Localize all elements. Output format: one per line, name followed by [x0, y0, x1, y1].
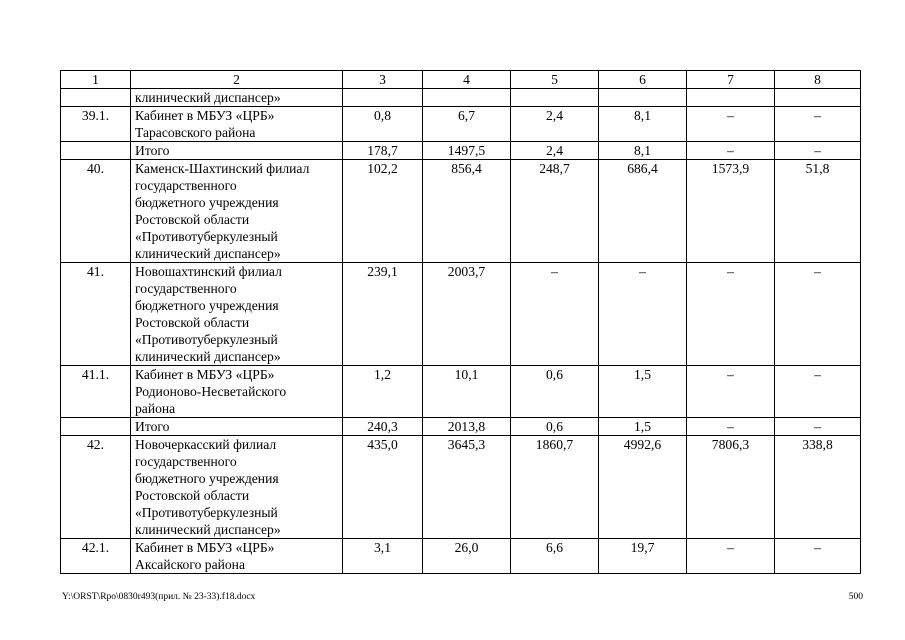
value-cell: – [775, 539, 861, 574]
header-cell: 4 [423, 71, 511, 89]
value-cell: 1,5 [599, 366, 687, 418]
header-cell: 6 [599, 71, 687, 89]
data-table [60, 70, 861, 574]
row-number-cell: 41. [61, 263, 131, 366]
value-cell: 338,8 [775, 436, 861, 539]
row-number-cell: 41.1. [61, 366, 131, 418]
value-cell: – [775, 142, 861, 160]
value-cell: – [775, 107, 861, 142]
table-row [61, 263, 861, 366]
institution-name-cell: клинический диспансер» [131, 89, 343, 107]
row-number-cell [61, 89, 131, 107]
table-row [61, 142, 861, 160]
table-row [61, 160, 861, 263]
row-number-cell [61, 418, 131, 436]
value-cell: 26,0 [423, 539, 511, 574]
value-cell [687, 89, 775, 107]
header-cell: 8 [775, 71, 861, 89]
value-cell: 8,1 [599, 142, 687, 160]
header-row [61, 71, 861, 89]
value-cell: 10,1 [423, 366, 511, 418]
row-number-cell: 39.1. [61, 107, 131, 142]
header-cell: 7 [687, 71, 775, 89]
value-cell: 8,1 [599, 107, 687, 142]
value-cell: – [511, 263, 599, 366]
value-cell: 856,4 [423, 160, 511, 263]
value-cell [343, 89, 423, 107]
value-cell: 51,8 [775, 160, 861, 263]
value-cell: 3,1 [343, 539, 423, 574]
institution-name-cell: Кабинет в МБУЗ «ЦРБ» Родионово-Несветайского района [131, 366, 343, 418]
institution-name-cell: Кабинет в МБУЗ «ЦРБ» Аксайского района [131, 539, 343, 574]
value-cell: – [687, 263, 775, 366]
value-cell: – [599, 263, 687, 366]
value-cell: – [687, 142, 775, 160]
row-number-cell: 42.1. [61, 539, 131, 574]
value-cell: – [687, 418, 775, 436]
value-cell: – [775, 366, 861, 418]
value-cell: 3645,3 [423, 436, 511, 539]
value-cell [423, 89, 511, 107]
value-cell: 248,7 [511, 160, 599, 263]
value-cell: – [687, 107, 775, 142]
value-cell: 1860,7 [511, 436, 599, 539]
table-row [61, 366, 861, 418]
value-cell: 1,5 [599, 418, 687, 436]
value-cell: 7806,3 [687, 436, 775, 539]
table-row [61, 436, 861, 539]
institution-name-cell: Каменск-Шахтинский филиал государственного бюджетного учреждения Ростовской области «Противотуберкулезный клинический диспансер» [131, 160, 343, 263]
header-cell: 2 [131, 71, 343, 89]
value-cell: 178,7 [343, 142, 423, 160]
value-cell: 435,0 [343, 436, 423, 539]
table-body [61, 71, 861, 574]
row-number-cell: 42. [61, 436, 131, 539]
value-cell: 240,3 [343, 418, 423, 436]
institution-name-cell: Новошахтинский филиал государственного бюджетного учреждения Ростовской области «Противотуберкулезный клинический диспансер» [131, 263, 343, 366]
institution-name-cell: Новочеркасский филиал государственного бюджетного учреждения Ростовской области «Противотуберкулезный клинический диспансер» [131, 436, 343, 539]
value-cell: 2,4 [511, 107, 599, 142]
table-row [61, 107, 861, 142]
value-cell: – [775, 263, 861, 366]
row-number-cell [61, 142, 131, 160]
value-cell: 1573,9 [687, 160, 775, 263]
value-cell: 2003,7 [423, 263, 511, 366]
value-cell: 4992,6 [599, 436, 687, 539]
table-row [61, 539, 861, 574]
footer-file-path: Y:\ORST\Rpo\0830r493(прил. № 23-33).f18.docx [62, 592, 256, 602]
value-cell: 686,4 [599, 160, 687, 263]
row-number-cell: 40. [61, 160, 131, 263]
value-cell: 102,2 [343, 160, 423, 263]
value-cell: 2,4 [511, 142, 599, 160]
value-cell: 0,6 [511, 366, 599, 418]
header-cell: 3 [343, 71, 423, 89]
value-cell [599, 89, 687, 107]
value-cell [511, 89, 599, 107]
value-cell: 1497,5 [423, 142, 511, 160]
header-cell: 5 [511, 71, 599, 89]
table-row [61, 89, 861, 107]
value-cell [775, 89, 861, 107]
institution-name-cell: Итого [131, 142, 343, 160]
value-cell: 2013,8 [423, 418, 511, 436]
value-cell: 19,7 [599, 539, 687, 574]
value-cell: 6,6 [511, 539, 599, 574]
table-row [61, 418, 861, 436]
footer-page-number: 500 [848, 592, 863, 602]
value-cell: 0,8 [343, 107, 423, 142]
value-cell: – [687, 539, 775, 574]
value-cell: – [687, 366, 775, 418]
value-cell: 6,7 [423, 107, 511, 142]
header-cell: 1 [61, 71, 131, 89]
value-cell: 0,6 [511, 418, 599, 436]
value-cell: 1,2 [343, 366, 423, 418]
value-cell: 239,1 [343, 263, 423, 366]
value-cell: – [775, 418, 861, 436]
institution-name-cell: Кабинет в МБУЗ «ЦРБ» Тарасовского района [131, 107, 343, 142]
institution-name-cell: Итого [131, 418, 343, 436]
